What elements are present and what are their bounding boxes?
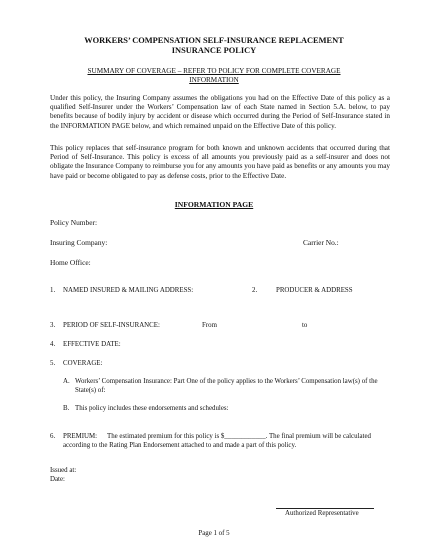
named-insured-label: NAMED INSURED & MAILING ADDRESS: bbox=[63, 287, 194, 294]
producer-label: PRODUCER & ADDRESS bbox=[276, 287, 353, 294]
policy-number-label: Policy Number: bbox=[50, 218, 98, 227]
authorized-representative-label: Authorized Representative bbox=[285, 510, 359, 517]
premium-label: PREMIUM: bbox=[63, 433, 98, 440]
premium-text: The estimated premium for this policy is $____________. The final premium will be calculated according to the Rating Plan Endorsement attached to and made a part of this policy. bbox=[63, 433, 371, 449]
period-label: PERIOD OF SELF-INSURANCE: bbox=[63, 322, 160, 329]
coverage-label: COVERAGE: bbox=[63, 360, 103, 367]
document-title-line2: INSURANCE POLICY bbox=[171, 46, 257, 55]
item-6-number: 6. bbox=[50, 433, 56, 440]
subtitle-line2: INFORMATION bbox=[189, 76, 239, 84]
subtitle-line1: SUMMARY OF COVERAGE – REFER TO POLICY FOR COMPLETE COVERAGE bbox=[87, 67, 341, 75]
coverage-a-letter: A. bbox=[63, 378, 70, 385]
document-title-line1: WORKERS’ COMPENSATION SELF-INSURANCE REPLACEMENT bbox=[84, 36, 344, 45]
item-4-number: 4. bbox=[50, 341, 56, 348]
coverage-a-text: Workers’ Compensation Insurance: Part One of the policy applies to the Workers’ Compensation law(s) of the State(s) of: bbox=[75, 378, 378, 394]
home-office-label: Home Office: bbox=[50, 258, 91, 267]
period-from-label: From bbox=[202, 322, 217, 329]
item-5-number: 5. bbox=[50, 360, 56, 367]
insuring-company-label: Insuring Company: bbox=[50, 238, 108, 247]
page-number: Page 1 of 5 bbox=[198, 530, 230, 537]
period-to-label: to bbox=[302, 322, 308, 329]
date-label: Date: bbox=[50, 476, 65, 483]
item-1-number: 1. bbox=[50, 287, 56, 294]
coverage-b-text: This policy includes these endorsements and schedules: bbox=[75, 405, 229, 412]
effective-date-label: EFFECTIVE DATE: bbox=[63, 341, 121, 348]
carrier-no-label: Carrier No.: bbox=[303, 238, 339, 247]
issued-at-label: Issued at: bbox=[50, 467, 77, 474]
information-page-heading: INFORMATION PAGE bbox=[174, 200, 254, 209]
item-3-number: 3. bbox=[50, 322, 56, 329]
replacement-paragraph: This policy replaces that self-insurance program for both known and unknown accidents that occurred during that Period of Self-Insurance. This policy is excess of all amounts you previously paid as a self-insurer and does not obligate the Insurance Company to reimburse you for any amounts you have paid as benefits or any amounts you may have paid or become obligated to pay as defense costs, prior to the Effective Date. bbox=[50, 144, 390, 180]
coverage-b-letter: B. bbox=[63, 405, 70, 412]
signature-line bbox=[276, 508, 374, 509]
item-2-number: 2. bbox=[252, 287, 258, 294]
intro-paragraph: Under this policy, the Insuring Company assumes the obligations you had on the Effective Date of this policy as a qualified Self-Insurer under the Workers’ Compensation law of each State named in Section 5.A. below, to pay benefits because of bodily injury by accident or disease which occurred during the Period of Self-Insurance stated in the INFORMATION PAGE below, and which remained unpaid on the Effective Date of this policy. bbox=[50, 94, 390, 130]
